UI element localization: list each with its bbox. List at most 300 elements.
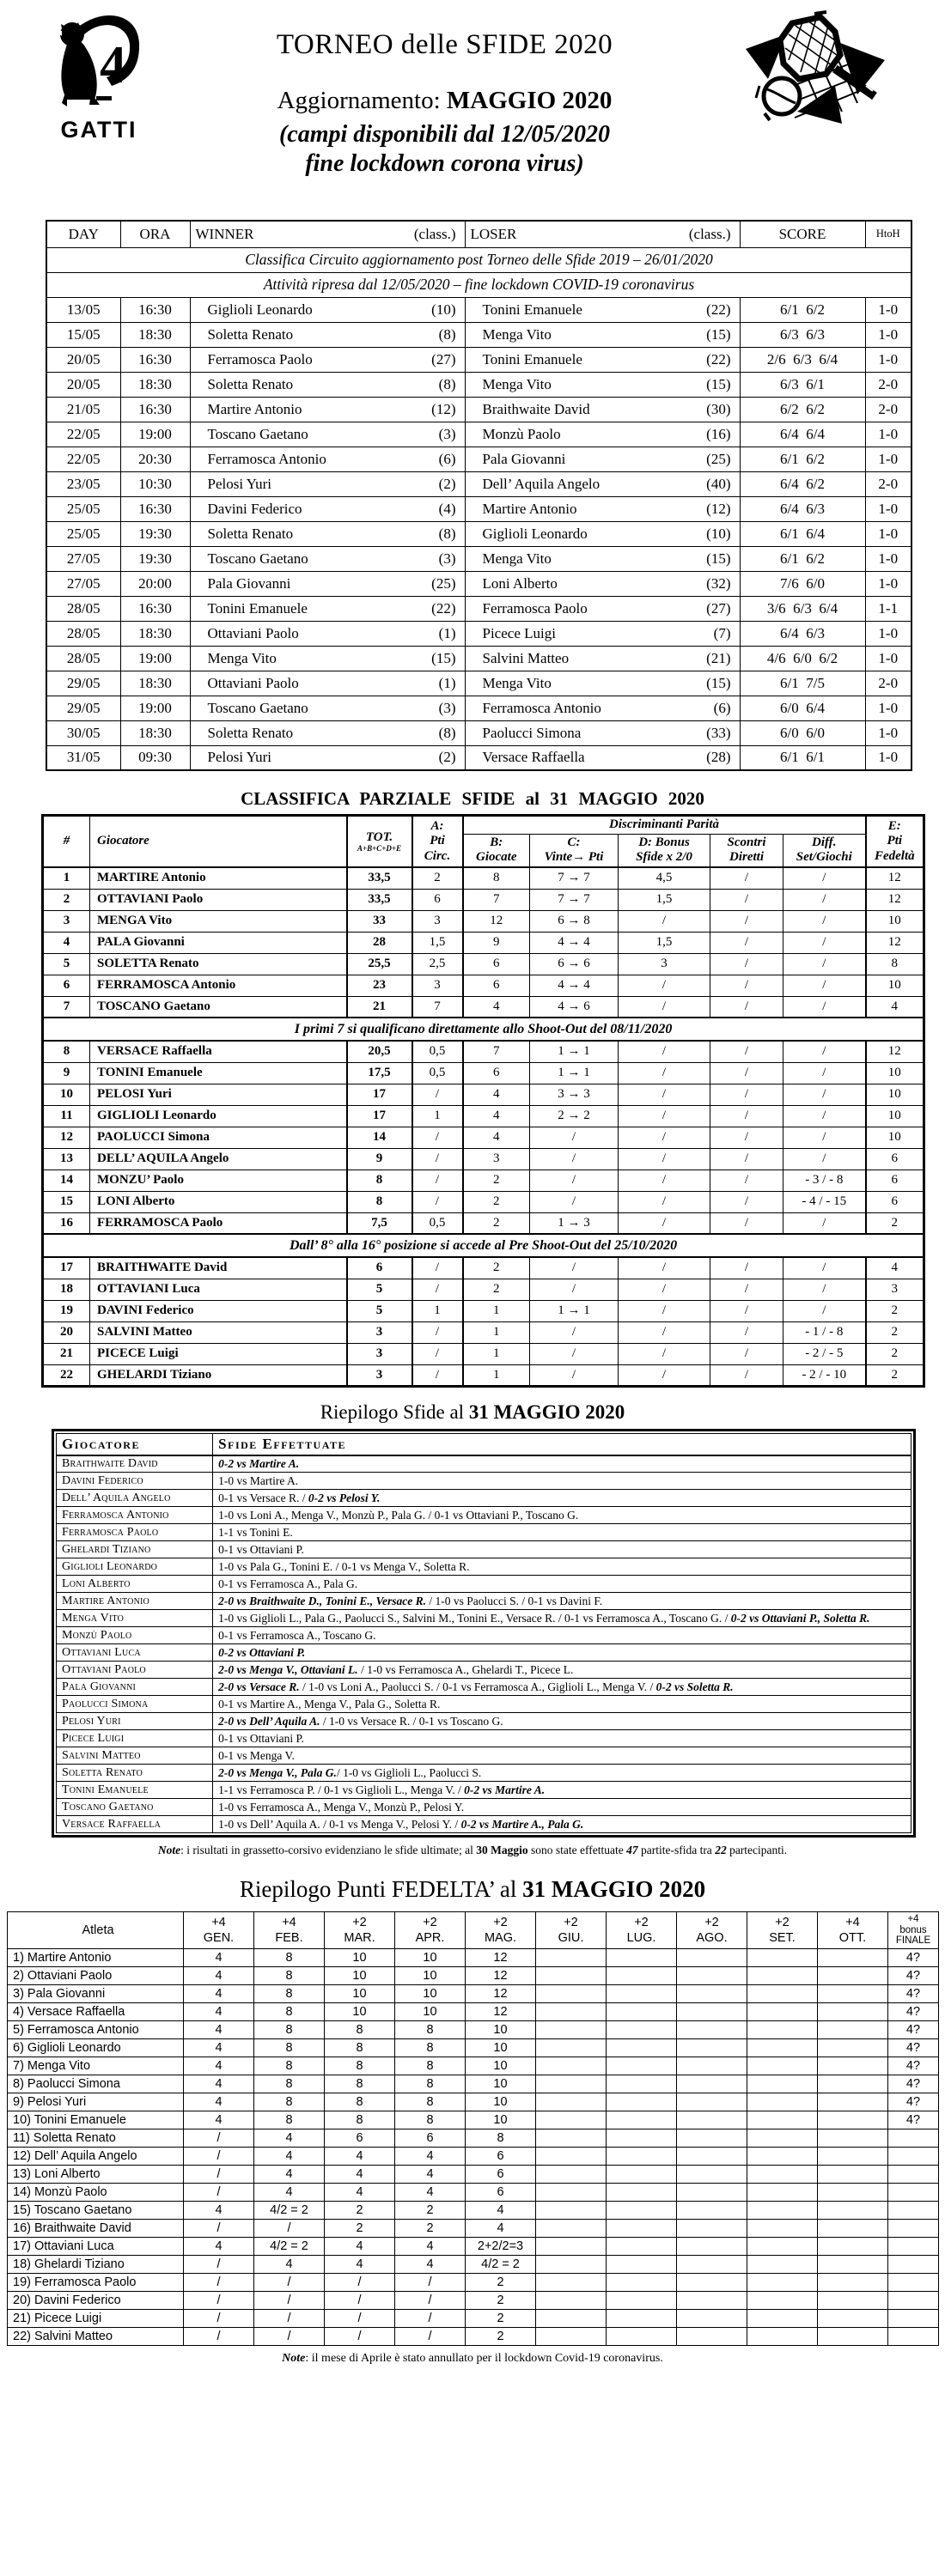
scontri-diretti: / <box>710 1105 783 1127</box>
match-score: 6/0 6/4 <box>740 696 865 720</box>
bonus-sfide: / <box>619 1343 710 1364</box>
athlete-name: 19) Ferramosca Paolo <box>8 2273 184 2291</box>
match-time: 16:30 <box>120 596 190 621</box>
match-loser: Menga Vito (15) <box>465 671 740 696</box>
total-points: 25,5 <box>347 953 412 975</box>
classifica-row <box>43 867 924 889</box>
sfide-effettuate: 1-1 vs Ferramosca P. / 0-1 vs Giglioli L., Menga V. / 0-2 vs Martire A. <box>213 1782 911 1799</box>
sfide-effettuate: 1-0 vs Dell’ Aquila A. / 0-1 vs Menga V., Pelosi Y. / 0-2 vs Martire A., Pala G. <box>213 1816 911 1833</box>
classifica-row <box>43 1170 924 1191</box>
total-points: 23 <box>347 975 412 996</box>
match-day: 28/05 <box>46 596 120 621</box>
tennis-rackets-logo <box>739 10 893 135</box>
player-name: Martire Antonio <box>57 1593 213 1610</box>
player-name: PELOSI Yuri <box>90 1084 347 1105</box>
scontri-diretti: / <box>710 1212 783 1234</box>
athlete-name: 5) Ferramosca Antonio <box>8 2020 184 2038</box>
rank: 5 <box>43 953 90 975</box>
pti-circ: 3 <box>412 910 463 932</box>
classifica-row <box>43 1300 924 1321</box>
pti-circ: 6 <box>412 889 463 910</box>
scontri-diretti: / <box>710 1279 783 1300</box>
match-loser: Picece Luigi (7) <box>465 621 740 646</box>
player-name: Monzù Paolo <box>57 1627 213 1644</box>
match-time: 18:30 <box>120 372 190 397</box>
pti-circ: / <box>412 1170 463 1191</box>
vinte-pti: 1 → 1 <box>530 1041 619 1062</box>
classifica-row <box>43 1343 924 1364</box>
bonus-finale: 4? <box>888 1966 939 1984</box>
riepilogo-row <box>57 1627 911 1644</box>
fedelta-month-header: +2 GIU. <box>536 1912 607 1949</box>
player-name: OTTAVIANI Luca <box>90 1279 347 1300</box>
diff-set-giochi: / <box>783 1041 866 1062</box>
match-day: 27/05 <box>46 571 120 596</box>
match-winner: Giglioli Leonardo (10) <box>190 297 465 322</box>
bonus-finale: 4? <box>888 2093 939 2111</box>
scontri-diretti: / <box>710 1062 783 1084</box>
athlete-name: 17) Ottaviani Luca <box>8 2237 184 2255</box>
vinte-pti: / <box>530 1127 619 1148</box>
sfide-effettuate: 1-0 vs Giglioli L., Pala G., Paolucci S., Salvini M., Tonini E., Versace R. / 0-1 vs Ferramosca A., Toscano G. / 0-2 vs Ottaviani P., Soletta R. <box>213 1610 911 1627</box>
athlete-name: 18) Ghelardi Tiziano <box>8 2255 184 2273</box>
riepilogo-row <box>57 1541 911 1558</box>
pti-circ: / <box>412 1148 463 1170</box>
match-loser: Tonini Emanuele (22) <box>465 347 740 372</box>
sfide-effettuate: 0-1 vs Martire A., Menga V., Pala G., Soletta R. <box>213 1696 911 1713</box>
match-winner: Menga Vito (15) <box>190 646 465 671</box>
riepilogo-row <box>57 1782 911 1799</box>
fedelta-month-header: +2 MAG. <box>466 1912 536 1949</box>
total-points: 33,5 <box>347 889 412 910</box>
athlete-name: 10) Tonini Emanuele <box>8 2111 184 2129</box>
sfide-effettuate: 1-0 vs Pala G., Tonini E. / 0-1 vs Menga V., Soletta R. <box>213 1558 911 1576</box>
bonus-finale <box>888 2219 939 2237</box>
bonus-finale <box>888 2255 939 2273</box>
fedelta-row: 13) Loni Alberto / 4 4 4 6 <box>8 2165 939 2183</box>
scontri-diretti: / <box>710 1364 783 1386</box>
diff-set-giochi: / <box>783 1279 866 1300</box>
athlete-name: 8) Paolucci Simona <box>8 2075 184 2093</box>
pti-fedelta: 10 <box>866 1084 924 1105</box>
match-results-table <box>46 220 912 771</box>
rank: 17 <box>43 1257 90 1279</box>
scontri-diretti: / <box>710 1321 783 1343</box>
diff-set-giochi: / <box>783 1127 866 1148</box>
pti-fedelta: 6 <box>866 1170 924 1191</box>
match-htoh: 1-0 <box>865 521 911 546</box>
bonus-sfide: / <box>619 1041 710 1062</box>
match-winner: Davini Federico (4) <box>190 496 465 521</box>
athlete-name: 21) Picece Luigi <box>8 2309 184 2327</box>
match-day: 25/05 <box>46 521 120 546</box>
riepilogo-row <box>57 1644 911 1662</box>
player-name: Tonini Emanuele <box>57 1782 213 1799</box>
player-name: Davini Federico <box>57 1473 213 1490</box>
col-riepilogo-giocatore: Giocatore <box>57 1433 213 1455</box>
rank: 18 <box>43 1279 90 1300</box>
classifica-rows-mid <box>43 1041 924 1234</box>
update-line <box>150 87 739 115</box>
sfide-effettuate: 0-1 vs Ottaviani P. <box>213 1730 911 1747</box>
match-row <box>46 596 911 621</box>
loser-class-label: (class.) <box>688 225 731 242</box>
bonus-finale <box>888 2327 939 2345</box>
match-score: 6/4 6/3 <box>740 496 865 521</box>
match-day: 29/05 <box>46 696 120 720</box>
player-name: Ottaviani Luca <box>57 1644 213 1662</box>
scontri-diretti: / <box>710 867 783 889</box>
rank: 3 <box>43 910 90 932</box>
classifica-row <box>43 975 924 996</box>
rank: 20 <box>43 1321 90 1343</box>
classifica-header-row1 <box>43 816 924 835</box>
bonus-sfide: / <box>619 1127 710 1148</box>
giocate: 6 <box>463 953 530 975</box>
vinte-pti: / <box>530 1364 619 1386</box>
riepilogo-row <box>57 1662 911 1679</box>
match-loser: Loni Alberto (32) <box>465 571 740 596</box>
classifica-row <box>43 953 924 975</box>
riepilogo-rows <box>57 1455 911 1833</box>
match-row <box>46 447 911 471</box>
fedelta-row: 10) Tonini Emanuele 4 8 8 8 10 4? <box>8 2111 939 2129</box>
scontri-diretti: / <box>710 1084 783 1105</box>
player-name: DELL’ AQUILA Angelo <box>90 1148 347 1170</box>
vinte-pti: / <box>530 1279 619 1300</box>
bonus-finale: 4? <box>888 2020 939 2038</box>
rank: 6 <box>43 975 90 996</box>
pti-circ: / <box>412 1279 463 1300</box>
bonus-sfide: / <box>619 1148 710 1170</box>
giocate: 7 <box>463 889 530 910</box>
rank: 15 <box>43 1191 90 1212</box>
athlete-name: 1) Martire Antonio <box>8 1948 184 1966</box>
vinte-pti: 4 → 6 <box>530 996 619 1018</box>
page-title: TORNEO delle SFIDE 2020 <box>276 29 613 60</box>
col-winner <box>190 221 465 247</box>
riepilogo-row <box>57 1490 911 1507</box>
vinte-pti: / <box>530 1321 619 1343</box>
match-row <box>46 496 911 521</box>
match-htoh: 1-0 <box>865 745 911 770</box>
riepilogo-row <box>57 1593 911 1610</box>
pti-fedelta: 2 <box>866 1321 924 1343</box>
match-score: 6/1 6/2 <box>740 447 865 471</box>
fedelta-rows <box>8 1948 939 2345</box>
scontri-diretti: / <box>710 889 783 910</box>
match-day: 28/05 <box>46 646 120 671</box>
vinte-pti: 6 → 6 <box>530 953 619 975</box>
giocate: 8 <box>463 867 530 889</box>
classifica-rows-bottom <box>43 1257 924 1386</box>
total-points: 14 <box>347 1127 412 1148</box>
col-diff: Diff. Set/Giochi <box>783 834 866 867</box>
match-winner: Toscano Gaetano (3) <box>190 422 465 447</box>
tennis-racket-icon <box>739 10 889 131</box>
fedelta-note: Note: il mese di Aprile è stato annullato per il lockdown Covid-19 coronavirus. <box>282 2351 663 2365</box>
player-name: Ghelardi Tiziano <box>57 1541 213 1558</box>
bonus-sfide: 1,5 <box>619 889 710 910</box>
bonus-finale <box>888 2291 939 2309</box>
pti-fedelta: 2 <box>866 1343 924 1364</box>
classifica-title: CLASSIFICA PARZIALE SFIDE al 31 MAGGIO 2020 <box>241 788 704 809</box>
athlete-name: 7) Menga Vito <box>8 2057 184 2075</box>
match-winner: Ferramosca Antonio (6) <box>190 447 465 471</box>
match-row <box>46 397 911 422</box>
pti-fedelta: 10 <box>866 1127 924 1148</box>
match-htoh: 2-0 <box>865 671 911 696</box>
match-row <box>46 372 911 397</box>
riepilogo-row <box>57 1747 911 1765</box>
bonus-sfide: 1,5 <box>619 932 710 953</box>
diff-set-giochi: / <box>783 1084 866 1105</box>
player-name: DAVINI Federico <box>90 1300 347 1321</box>
classifica-row <box>43 1062 924 1084</box>
rank: 14 <box>43 1170 90 1191</box>
pti-circ: 0,5 <box>412 1212 463 1234</box>
total-points: 17 <box>347 1105 412 1127</box>
bonus-sfide: / <box>619 996 710 1018</box>
bonus-finale <box>888 2147 939 2165</box>
match-day: 31/05 <box>46 745 120 770</box>
bonus-sfide: / <box>619 1364 710 1386</box>
match-score: 6/4 6/4 <box>740 422 865 447</box>
pti-circ: / <box>412 1343 463 1364</box>
match-winner: Toscano Gaetano (3) <box>190 696 465 720</box>
match-winner: Pala Giovanni (25) <box>190 571 465 596</box>
diff-set-giochi: - 4 / - 15 <box>783 1191 866 1212</box>
match-row <box>46 347 911 372</box>
fedelta-row: 19) Ferramosca Paolo / / / / 2 <box>8 2273 939 2291</box>
sfide-effettuate: 0-1 vs Menga V. <box>213 1747 911 1765</box>
bonus-finale: 4? <box>888 2057 939 2075</box>
pti-fedelta: 3 <box>866 1279 924 1300</box>
bonus-finale: 4? <box>888 2075 939 2093</box>
diff-set-giochi: / <box>783 975 866 996</box>
match-score: 7/6 6/0 <box>740 571 865 596</box>
pti-fedelta: 10 <box>866 975 924 996</box>
pti-fedelta: 12 <box>866 1041 924 1062</box>
scontri-diretti: / <box>710 1170 783 1191</box>
player-name: Picece Luigi <box>57 1730 213 1747</box>
diff-set-giochi: - 3 / - 8 <box>783 1170 866 1191</box>
diff-set-giochi: - 2 / - 5 <box>783 1343 866 1364</box>
match-time: 19:00 <box>120 696 190 720</box>
riepilogo-sfide-frame <box>52 1429 916 1838</box>
bonus-sfide: / <box>619 1212 710 1234</box>
scontri-diretti: / <box>710 1257 783 1279</box>
riepilogo-sfide-table <box>56 1433 911 1834</box>
match-loser: Monzù Paolo (16) <box>465 422 740 447</box>
rank: 10 <box>43 1084 90 1105</box>
player-name: TONINI Emanuele <box>90 1062 347 1084</box>
sfide-effettuate: 1-0 vs Loni A., Menga V., Monzù P., Pala G. / 0-1 vs Ottaviani P., Toscano G. <box>213 1507 911 1524</box>
diff-set-giochi: / <box>783 932 866 953</box>
total-points: 3 <box>347 1364 412 1386</box>
diff-set-giochi: / <box>783 1148 866 1170</box>
giocate: 2 <box>463 1212 530 1234</box>
match-day: 15/05 <box>46 322 120 347</box>
player-name: MARTIRE Antonio <box>90 867 347 889</box>
giocate: 4 <box>463 1084 530 1105</box>
match-day: 29/05 <box>46 671 120 696</box>
match-row <box>46 322 911 347</box>
giocate: 1 <box>463 1300 530 1321</box>
pti-circ: / <box>412 1127 463 1148</box>
riepilogo-row <box>57 1610 911 1627</box>
col-riepilogo-sfide: Sfide Effettuate <box>213 1433 911 1455</box>
match-time: 19:30 <box>120 521 190 546</box>
sfide-effettuate: 0-1 vs Versace R. / 0-2 vs Pelosi Y. <box>213 1490 911 1507</box>
pti-circ: 2 <box>412 867 463 889</box>
match-time: 20:30 <box>120 447 190 471</box>
sfide-effettuate: 2-0 vs Braithwaite D., Tonini E., Versace R. / 1-0 vs Paolucci S. / 0-1 vs Davini F. <box>213 1593 911 1610</box>
match-winner: Tonini Emanuele (22) <box>190 596 465 621</box>
pti-circ: / <box>412 1364 463 1386</box>
athlete-name: 4) Versace Raffaella <box>8 2002 184 2020</box>
fedelta-row: 1) Martire Antonio 4 8 10 10 12 4? <box>8 1948 939 1966</box>
player-name: GHELARDI Tiziano <box>90 1364 347 1386</box>
match-row <box>46 422 911 447</box>
diff-set-giochi: - 1 / - 8 <box>783 1321 866 1343</box>
fedelta-month-header: +4 bonus FINALE <box>888 1912 939 1949</box>
match-score: 6/1 7/5 <box>740 671 865 696</box>
sfide-effettuate: 0-2 vs Martire A. <box>213 1455 911 1473</box>
match-day: 13/05 <box>46 297 120 322</box>
fedelta-row: 14) Monzù Paolo / 4 4 4 6 <box>8 2183 939 2201</box>
classifica-row <box>43 1105 924 1127</box>
fedelta-row: 6) Giglioli Leonardo 4 8 8 8 10 4? <box>8 2038 939 2057</box>
match-loser: Martire Antonio (12) <box>465 496 740 521</box>
availability-note-line1: (campi disponibili dal 12/05/2020 <box>278 121 610 148</box>
col-e: E: Pti Fedeltà <box>866 816 924 868</box>
rank: 21 <box>43 1343 90 1364</box>
match-loser: Salvini Matteo (21) <box>465 646 740 671</box>
match-htoh: 1-0 <box>865 447 911 471</box>
header-titles <box>150 10 739 179</box>
match-time: 16:30 <box>120 347 190 372</box>
banner-preshootout: Dall’ 8° alla 16° posizione si accede al Pre Shoot-Out del 25/10/2020 <box>43 1234 924 1257</box>
vinte-pti: 4 → 4 <box>530 975 619 996</box>
bonus-finale <box>888 2237 939 2255</box>
svg-text:4: 4 <box>99 36 126 94</box>
pti-circ: / <box>412 1191 463 1212</box>
availability-note <box>150 120 739 179</box>
player-name: FERRAMOSCA Antonio <box>90 975 347 996</box>
athlete-name: 15) Toscano Gaetano <box>8 2201 184 2219</box>
match-score: 4/6 6/0 6/2 <box>740 646 865 671</box>
scontri-diretti: / <box>710 1041 783 1062</box>
pti-fedelta: 6 <box>866 1191 924 1212</box>
player-name: PAOLUCCI Simona <box>90 1127 347 1148</box>
sfide-effettuate: 0-2 vs Ottaviani P. <box>213 1644 911 1662</box>
riepilogo-row <box>57 1765 911 1782</box>
gatti-logo-text: GATTI <box>60 117 137 143</box>
classifica-row <box>43 996 924 1018</box>
winner-label: WINNER <box>195 225 254 242</box>
vinte-pti: / <box>530 1191 619 1212</box>
bonus-finale <box>888 2165 939 2183</box>
fedelta-month-header: +2 LUG. <box>607 1912 677 1949</box>
diff-set-giochi: / <box>783 867 866 889</box>
match-time: 09:30 <box>120 745 190 770</box>
availability-note-line2: fine lockdown corona virus) <box>305 150 584 178</box>
classifica-row <box>43 1084 924 1105</box>
vinte-pti: 3 → 3 <box>530 1084 619 1105</box>
match-winner: Soletta Renato (8) <box>190 322 465 347</box>
match-loser: Braithwaite David (30) <box>465 397 740 422</box>
riepilogo-row <box>57 1524 911 1541</box>
pti-circ: 0,5 <box>412 1041 463 1062</box>
total-points: 20,5 <box>347 1041 412 1062</box>
player-name: Pelosi Yuri <box>57 1713 213 1730</box>
giocate: 12 <box>463 910 530 932</box>
pti-fedelta: 2 <box>866 1300 924 1321</box>
pti-fedelta: 2 <box>866 1364 924 1386</box>
total-points: 9 <box>347 1148 412 1170</box>
athlete-name: 13) Loni Alberto <box>8 2165 184 2183</box>
fedelta-title: Riepilogo Punti FEDELTA’ al 31 MAGGIO 2020 <box>239 1876 706 1903</box>
sfide-effettuate: 2-0 vs Versace R. / 1-0 vs Loni A., Paolucci S. / 0-1 vs Ferramosca A., Giglioli L., Menga V. / 0-2 vs Soletta R. <box>213 1679 911 1696</box>
bonus-finale <box>888 2273 939 2291</box>
diff-set-giochi: - 2 / - 10 <box>783 1364 866 1386</box>
scontri-diretti: / <box>710 1191 783 1212</box>
rank: 8 <box>43 1041 90 1062</box>
player-name: Soletta Renato <box>57 1765 213 1782</box>
banner-ripresa: Attività ripresa dal 12/05/2020 – fine lockdown COVID-19 coronavirus <box>46 272 911 297</box>
fedelta-row: 18) Ghelardi Tiziano / 4 4 4 4/2 = 2 <box>8 2255 939 2273</box>
four-gatti-logo <box>47 10 150 143</box>
rank: 2 <box>43 889 90 910</box>
diff-set-giochi: / <box>783 1257 866 1279</box>
pti-circ: 1 <box>412 1300 463 1321</box>
match-loser: Tonini Emanuele (22) <box>465 297 740 322</box>
fedelta-row: 3) Pala Giovanni 4 8 10 10 12 4? <box>8 1984 939 2002</box>
match-htoh: 2-0 <box>865 471 911 496</box>
bonus-finale <box>888 2183 939 2201</box>
match-htoh: 1-0 <box>865 496 911 521</box>
total-points: 5 <box>347 1300 412 1321</box>
rank: 22 <box>43 1364 90 1386</box>
pti-fedelta: 10 <box>866 910 924 932</box>
athlete-name: 16) Braithwaite David <box>8 2219 184 2237</box>
athlete-name: 9) Pelosi Yuri <box>8 2093 184 2111</box>
fedelta-month-header: +2 AGO. <box>677 1912 747 1949</box>
riepilogo-row <box>57 1696 911 1713</box>
player-name: SOLETTA Renato <box>90 953 347 975</box>
classifica-row <box>43 889 924 910</box>
document-header <box>0 0 945 216</box>
match-htoh: 1-0 <box>865 322 911 347</box>
fedelta-row: 17) Ottaviani Luca 4 4/2 = 2 4 4 2+2/2=3 <box>8 2237 939 2255</box>
scontri-diretti: / <box>710 953 783 975</box>
col-scontri: Scontri Diretti <box>710 834 783 867</box>
pti-circ: 7 <box>412 996 463 1018</box>
scontri-diretti: / <box>710 1148 783 1170</box>
player-name: OTTAVIANI Paolo <box>90 889 347 910</box>
pti-fedelta: 10 <box>866 1105 924 1127</box>
fedelta-row: 7) Menga Vito 4 8 8 8 10 4? <box>8 2057 939 2075</box>
rank: 7 <box>43 996 90 1018</box>
bonus-sfide: 4,5 <box>619 867 710 889</box>
classifica-table <box>41 814 925 1388</box>
match-loser: Ferramosca Antonio (6) <box>465 696 740 720</box>
bonus-finale: 4? <box>888 1984 939 2002</box>
bonus-sfide: / <box>619 1191 710 1212</box>
match-score: 6/4 6/2 <box>740 471 865 496</box>
riepilogo-row <box>57 1507 911 1524</box>
